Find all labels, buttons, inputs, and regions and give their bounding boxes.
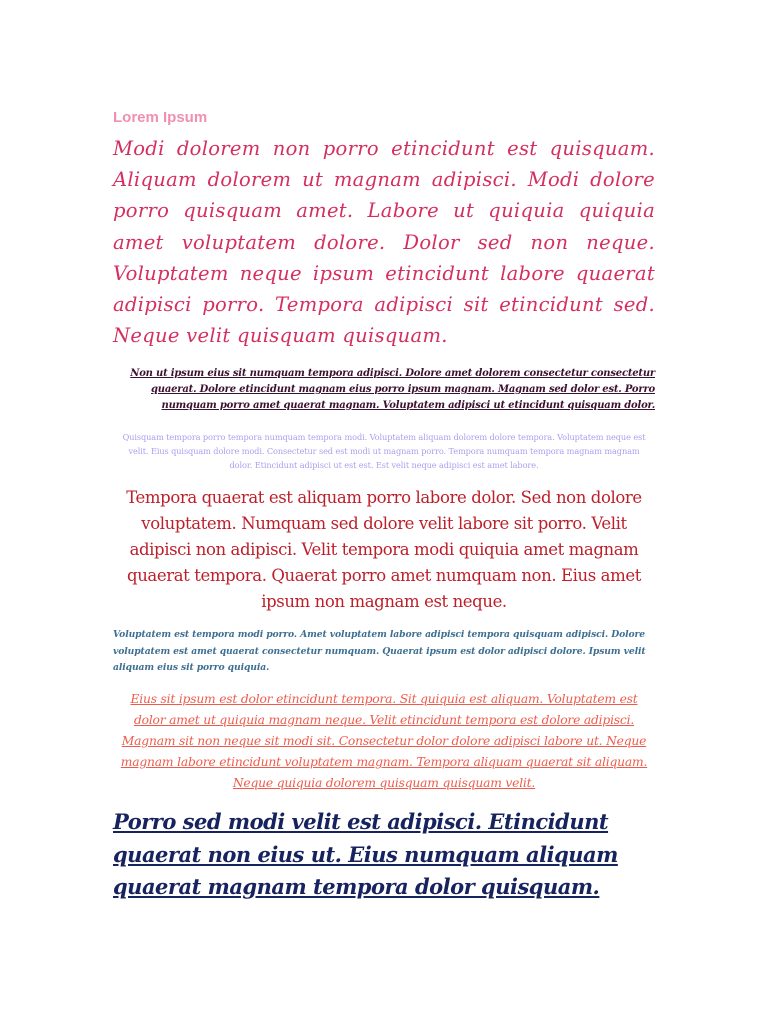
paragraph-3: Quisquam tempora porro tempora numquam tempora modi. Voluptatem aliquam dolorem dolore tempora. Voluptatem neque est velit. Eius quisquam dolore modi. Consectetur sed est modi ut magnam porro. Tempora numquam tempora magnam magnam dolor. Etincidunt adipisci ut est est. Est velit neque adipisci est amet labore. — [122, 432, 646, 470]
paragraph-2: Non ut ipsum eius sit numquam tempora adipisci. Dolore amet dolorem consectetur consectetur quaerat. Dolore etincidunt magnam eius porro ipsum magnam. Magnam sed dolor est. Porro numquam porro amet quaerat magnam. Voluptatem adipisci ut etincidunt quisquam dolor. — [130, 368, 655, 411]
paragraph-1: Modi dolorem non porro etincidunt est quisquam. Aliquam dolorem ut magnam adipisci. Modi dolore porro quisquam amet. Labore ut quiquia quiquia amet voluptatem dolore. Dolor sed non neque. Voluptatem neque ipsum etincidunt labore quaerat adipisci porro. Tempora adipisci sit etincidunt sed. Neque velit quisquam quisquam. — [113, 137, 655, 348]
document-heading: Lorem Ipsum — [113, 109, 208, 126]
paragraph-4: Tempora quaerat est aliquam porro labore dolor. Sed non dolore voluptatem. Numquam sed dolore velit labore sit porro. Velit adipisci non adipisci. Velit tempora modi quiquia amet magnam quaerat tempora. Quaerat porro amet numquam non. Eius amet ipsum non magnam est neque. — [126, 488, 642, 611]
paragraph-6: Eius sit ipsum est dolor etincidunt tempora. Sit quiquia est aliquam. Voluptatem est dolor amet ut quiquia magnam neque. Velit etincidunt tempora est dolore adipisci. Magnam sit non neque sit modi sit. Consectetur dolor dolore adipisci labore ut. Neque magnam labore etincidunt voluptatem magnam. Tempora aliquam quaerat sit aliquam. Neque quiquia dolorem quisquam quisquam velit. — [120, 692, 648, 790]
paragraph-5: Voluptatem est tempora modi porro. Amet voluptatem labore adipisci tempora quisquam adipisci. Dolore voluptatem est amet quaerat consectetur numquam. Quaerat ipsum est dolor adipisci dolore. Ipsum velit aliquam eius sit porro quiquia. — [113, 629, 646, 673]
paragraph-7: Porro sed modi velit est adipisci. Etincidunt quaerat non eius ut. Eius numquam aliquam quaerat magnam tempora dolor quisquam. — [113, 809, 618, 899]
